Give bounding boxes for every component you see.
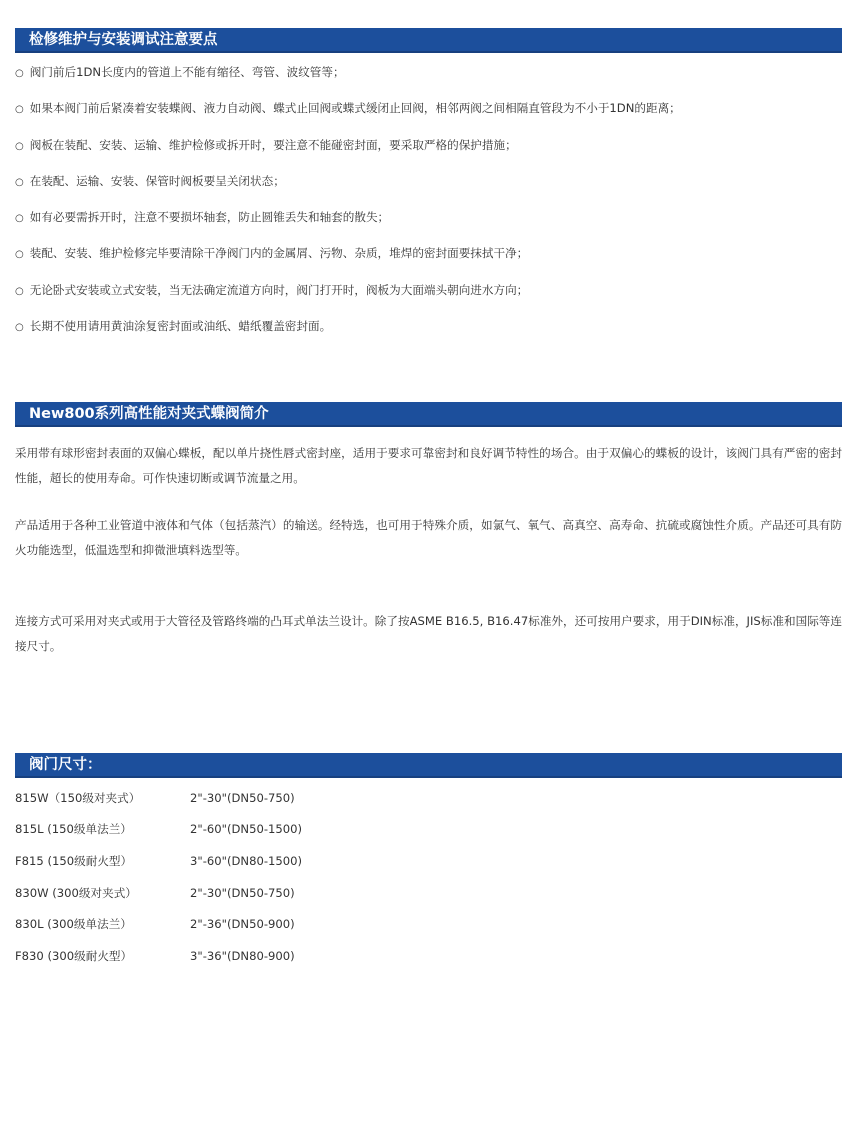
sizes-section — [15, 753, 842, 972]
circle-bullet-icon: ○ — [15, 322, 24, 334]
maintenance-title: 检修维护与安装调试注意要点 — [15, 28, 842, 53]
list-item — [15, 54, 842, 90]
circle-bullet-icon: ○ — [15, 68, 24, 79]
list-item — [15, 235, 842, 271]
table-row — [15, 908, 302, 940]
list-item-text: 阀板在装配、安装、运输、维护检修或拆开时，要注意不能碰密封面，要采取严格的保护措施； — [29, 137, 517, 152]
intro-paragraph: 连接方式可采用对夹式或用于大管径及管路终端的凸耳式单法兰设计。除了按ASME B16.5, B16.47标准外，还可按用户要求，用于DIN标准，JIS标准和国际等连接尺寸。 — [15, 614, 842, 653]
list-item — [15, 272, 842, 308]
intro-paragraph: 采用带有球形密封表面的双偏心蝶板，配以单片挠性唇式密封座，适用于要求可靠密封和良好调节特性的场合。由于双偏心的蝶板的设计，该阀门具有严密的密封性能，超长的使用寿命。可作快速切断或调节流量之用。 — [15, 446, 842, 485]
table-row — [15, 814, 302, 846]
size-range: 2"-36"(DN50-900) — [190, 917, 295, 932]
list-item-text: 长期不使用请用黄油涂复密封面或油纸、蜡纸覆盖密封面。 — [29, 319, 332, 334]
list-item-text: 装配、安装、维护检修完毕要清除干净阀门内的金属屑、污物、杂质，堆焊的密封面要抹拭干净； — [29, 246, 529, 261]
list-item — [15, 90, 842, 126]
list-item-text: 在装配、运输、安装、保管时阀板要呈关闭状态； — [29, 173, 285, 188]
list-item — [15, 127, 842, 163]
size-model: 830L (300级单法兰） — [15, 917, 132, 932]
maintenance-section — [15, 28, 842, 344]
size-model: 815W（150级对夹式） — [15, 790, 141, 805]
maintenance-list — [15, 54, 842, 344]
list-item-text: 如有必要需拆开时，注意不要损坏轴套，防止圆锥丢失和轴套的散失； — [29, 210, 390, 225]
intro-section — [15, 402, 842, 659]
list-item — [15, 199, 842, 235]
circle-bullet-icon: ○ — [15, 104, 24, 116]
table-row — [15, 845, 302, 877]
sizes-table — [15, 782, 302, 972]
size-model: F830 (300级耐火型） — [15, 948, 133, 963]
list-item-text: 如果本阀门前后紧凑着安装蝶阀、液力自动阀、蝶式止回阀或蝶式缓闭止回阀，相邻两阀之间相隔直管段为不小于1DN的距离； — [29, 101, 681, 116]
size-range: 3"-60"(DN80-1500) — [190, 853, 303, 868]
table-row — [15, 940, 302, 972]
list-item-text: 阀门前后1DN长度内的管道上不能有缩径、弯管、波纹管等； — [29, 65, 345, 79]
circle-bullet-icon: ○ — [15, 285, 24, 297]
size-range: 2"-60"(DN50-1500) — [190, 822, 303, 837]
circle-bullet-icon: ○ — [15, 249, 24, 261]
size-model: F815 (150级耐火型） — [15, 853, 133, 868]
size-range: 2"-30"(DN50-750) — [190, 885, 295, 900]
circle-bullet-icon: ○ — [15, 176, 24, 188]
size-range: 2"-30"(DN50-750) — [190, 790, 295, 805]
sizes-title: 阀门尺寸： — [15, 753, 842, 778]
intro-title: New800系列高性能对夹式蝶阀简介 — [15, 402, 842, 427]
circle-bullet-icon: ○ — [15, 213, 24, 225]
intro-paragraph: 产品适用于各种工业管道中液体和气体（包括蒸汽）的输送。经特选，也可用于特殊介质，如氯气、氧气、高真空、高寿命、抗硫或腐蚀性介质。产品还可具有防火功能选型，低温选型和抑微泄填料选型等。 — [15, 518, 842, 557]
size-range: 3"-36"(DN80-900) — [190, 948, 295, 963]
table-row — [15, 877, 302, 909]
list-item — [15, 163, 842, 199]
list-item — [15, 308, 842, 344]
size-model: 830W (300级对夹式） — [15, 885, 137, 900]
table-row — [15, 782, 302, 814]
size-model: 815L (150级单法兰） — [15, 822, 132, 837]
list-item-text: 无论卧式安装或立式安装，当无法确定流道方向时，阀门打开时，阀板为大面端头朝向进水方向； — [29, 282, 529, 297]
circle-bullet-icon: ○ — [15, 140, 24, 152]
